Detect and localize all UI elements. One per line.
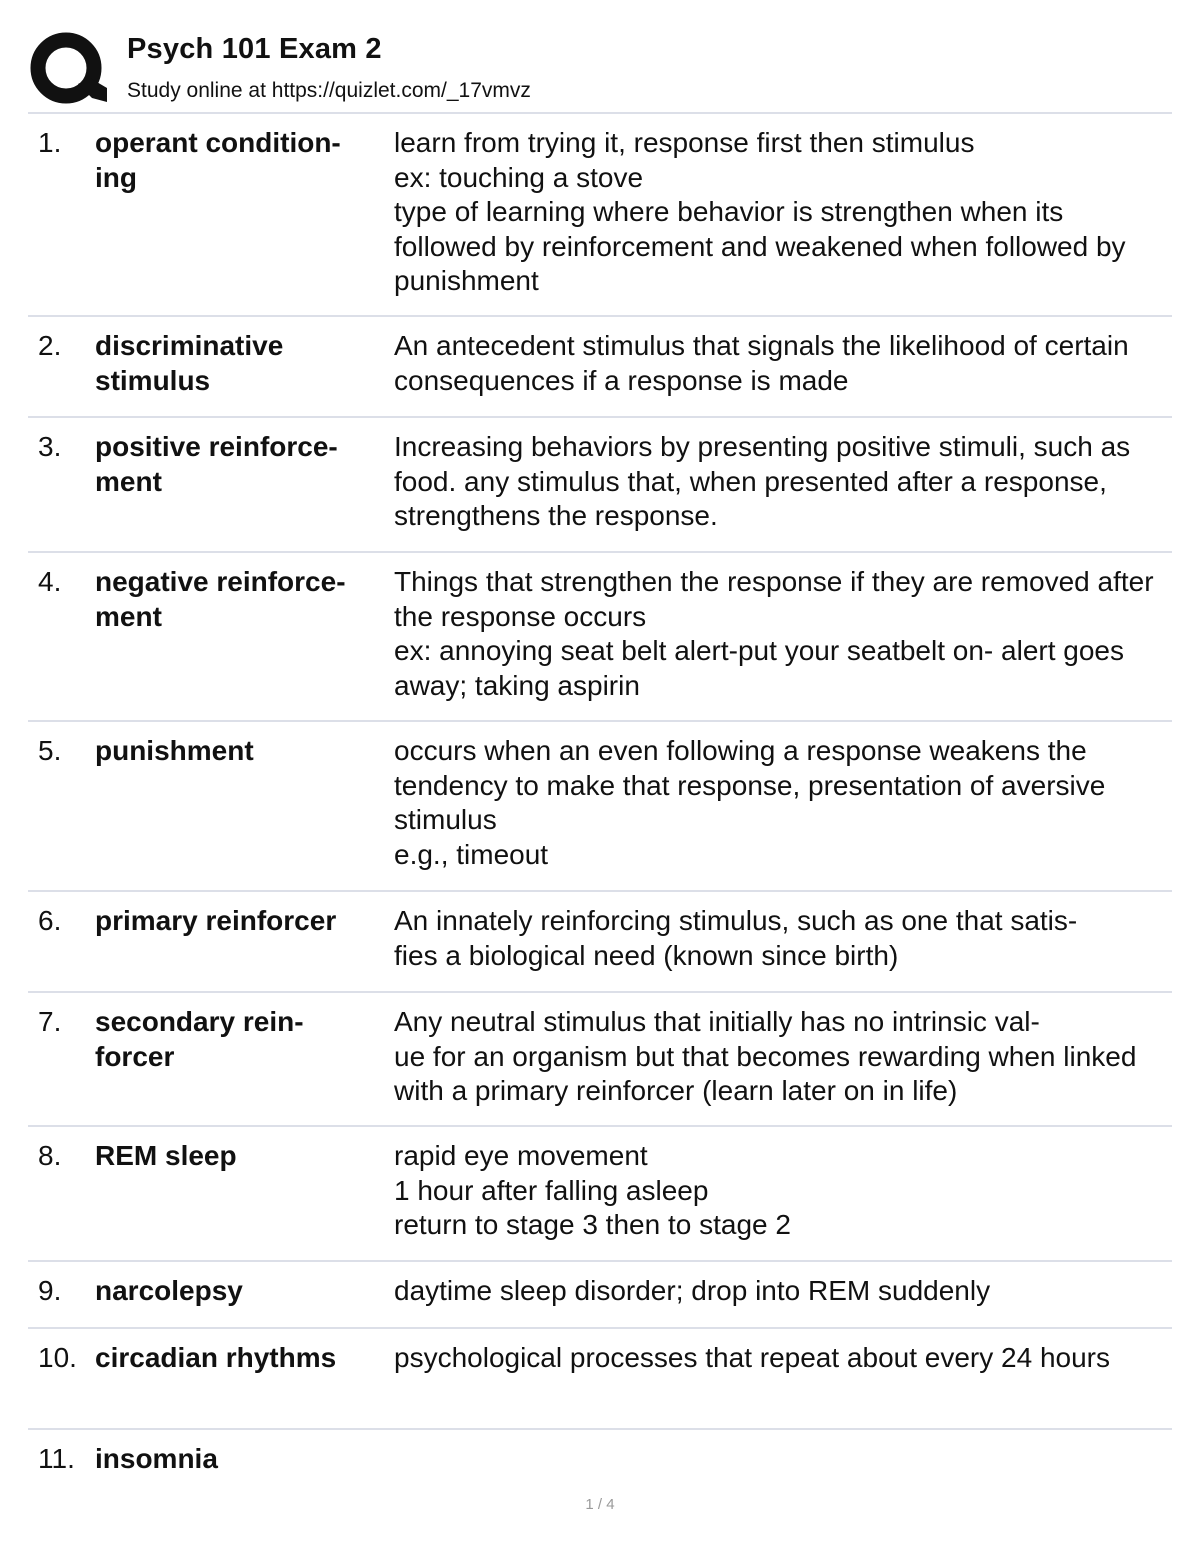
term-row xyxy=(28,317,1172,418)
document-header xyxy=(28,28,1172,114)
term-text: circadian rhythms xyxy=(95,1342,337,1373)
term-row xyxy=(28,1127,1172,1262)
term-definition: occurs when an even following a response weakens the tendency to make that response, presentation of aversive stimulus e.g., timeout xyxy=(394,735,1106,870)
term-number: 8. xyxy=(38,1140,62,1171)
term-text: negative reinforce- ment xyxy=(95,566,346,632)
study-online-link[interactable]: Study online at https://quizlet.com/_17vmvz xyxy=(127,79,531,102)
term-row xyxy=(28,722,1172,892)
term-row xyxy=(28,418,1172,553)
term-number: 10. xyxy=(38,1342,77,1373)
term-definition: learn from trying it, response first then stimulus ex: touching a stove type of learning where behavior is strengthen when its followed by reinforcement and weakened when followed by punishment xyxy=(394,127,1126,296)
term-row xyxy=(28,1430,1172,1500)
term-number: 4. xyxy=(38,566,62,597)
term-row xyxy=(28,1262,1172,1329)
term-text: primary reinforcer xyxy=(95,905,337,936)
term-number: 11. xyxy=(38,1443,75,1474)
term-number: 9. xyxy=(38,1275,62,1306)
quizlet-q-logo-icon xyxy=(30,30,108,108)
term-row xyxy=(28,1329,1172,1430)
term-row xyxy=(28,993,1172,1127)
term-definition: daytime sleep disorder; drop into REM suddenly xyxy=(394,1275,991,1306)
term-text: punishment xyxy=(95,735,254,766)
term-list xyxy=(28,114,1172,1500)
term-definition xyxy=(394,1442,1172,1482)
term-row xyxy=(28,892,1172,993)
term-number: 2. xyxy=(38,330,62,361)
term-text: narcolepsy xyxy=(95,1275,243,1306)
term-definition: Things that strengthen the response if they are removed after the response occurs ex: annoying seat belt alert-put your seatbelt on- alert goes away; taking aspirin xyxy=(394,566,1154,701)
term-text: positive reinforce- ment xyxy=(95,431,338,497)
term-definition: psychological processes that repeat about every 24 hours xyxy=(394,1342,1110,1373)
term-definition: Any neutral stimulus that initially has no intrinsic val- ue for an organism but that becomes rewarding when linked with a primary reinforcer (learn later on in life) xyxy=(394,1006,1137,1106)
term-number: 6. xyxy=(38,905,62,936)
term-number: 7. xyxy=(38,1006,62,1037)
page-title: Psych 101 Exam 2 xyxy=(127,33,382,65)
term-number: 3. xyxy=(38,431,62,462)
term-definition: An antecedent stimulus that signals the likelihood of certain consequences if a response is made xyxy=(394,330,1129,396)
term-text: operant condition- ing xyxy=(95,127,341,193)
term-definition: Increasing behaviors by presenting positive stimuli, such as food. any stimulus that, when presented after a response, strengthens the response. xyxy=(394,431,1131,531)
term-number: 5. xyxy=(38,735,62,766)
term-definition: rapid eye movement 1 hour after falling asleep return to stage 3 then to stage 2 xyxy=(394,1140,791,1240)
page-indicator: 1 / 4 xyxy=(585,1496,615,1513)
term-text: discriminative stimulus xyxy=(95,330,284,396)
term-row xyxy=(28,114,1172,317)
term-text: REM sleep xyxy=(95,1140,237,1171)
term-text: secondary rein- forcer xyxy=(95,1006,304,1072)
term-number: 1. xyxy=(38,127,62,158)
term-text: insomnia xyxy=(95,1443,218,1474)
term-definition: An innately reinforcing stimulus, such as one that satis- fies a biological need (known since birth) xyxy=(394,905,1078,971)
term-row xyxy=(28,553,1172,722)
